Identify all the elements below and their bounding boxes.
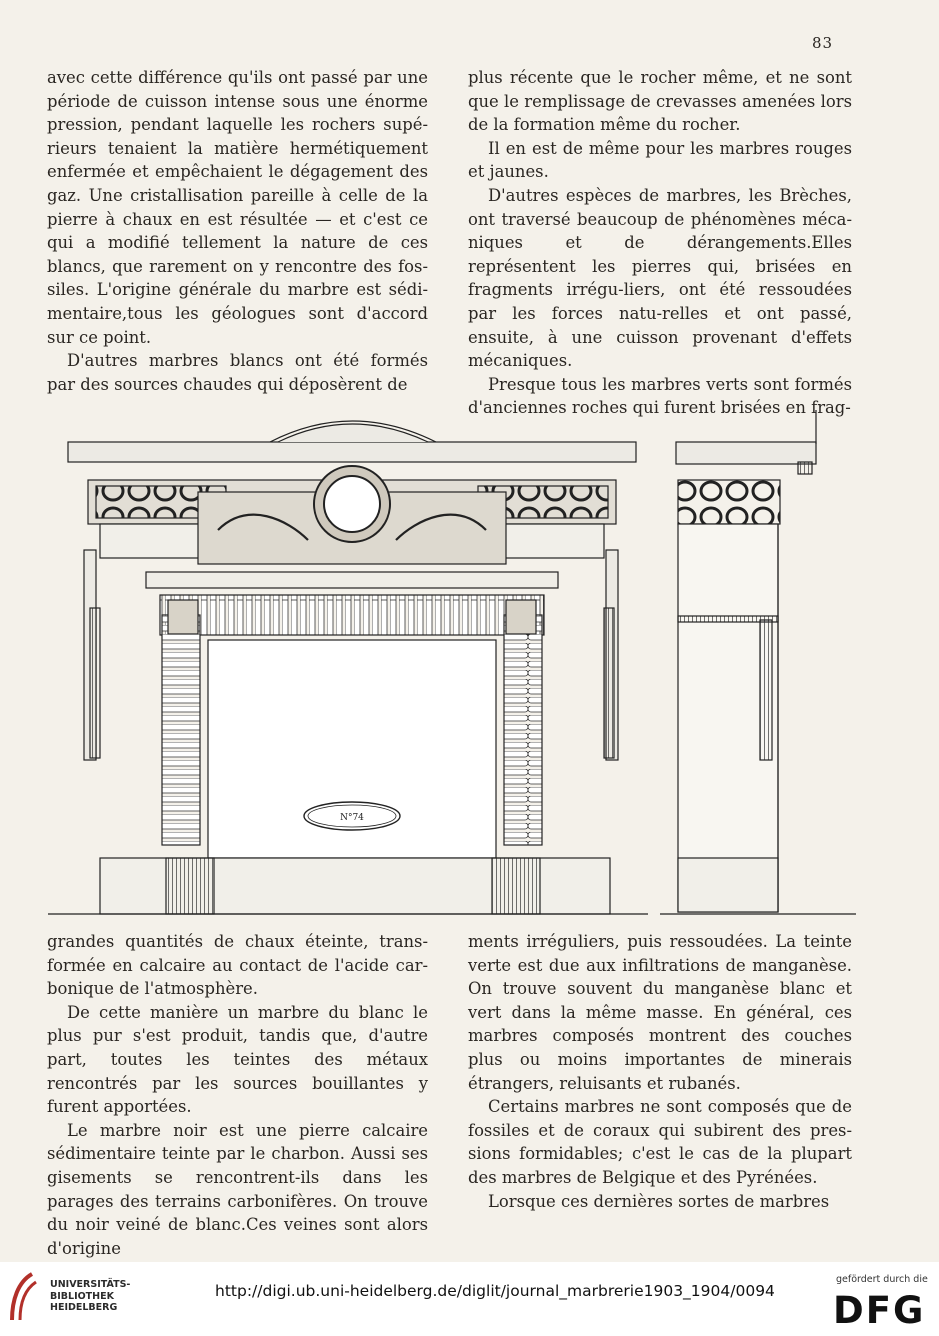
library-logo-icon [8, 1270, 42, 1324]
text-column-right-top [468, 66, 852, 420]
library-line: HEIDELBERG [50, 1302, 118, 1313]
digitization-footer [0, 1262, 939, 1336]
paragraph: D'autres espèces de marbres, les Brèches, ont traversé beaucoup de phénomènes méca-niques et de dérangements.Elles représentent les pierres qui, brisées en fragments irrégu-liers, ont été ressoudées par les forces natu-relles et ont passé, ensuite, à une cuisson provenant d'effets mécaniques. [468, 185, 852, 371]
paragraph: Lorsque ces dernières sortes de marbres [488, 1191, 830, 1211]
paragraph: Il en est de même pour les marbres rouges et jaunes. [468, 138, 852, 182]
paragraph: plus récente que le rocher même, et ne sont que le remplissage de crevasses amenées lors de la formation même du rocher. [468, 68, 852, 135]
fireplace-illustration [48, 400, 856, 920]
text-column-left-top [47, 66, 428, 396]
page-number: 83 [812, 34, 834, 52]
side-elevation [660, 410, 856, 914]
front-elevation [48, 421, 648, 914]
paragraph: grandes quantités de chaux éteinte, trans-formée en calcaire au contact de l'acide car-bonique de l'atmosphère. [47, 932, 428, 999]
text-column-left-bottom [47, 930, 428, 1260]
paragraph: avec cette différence qu'ils ont passé par une période de cuisson intense sous une énorme pression, pendant laquelle les rochers supé-rieurs tenaient la matière hermétiquement enfermée et empêchaient le dégagement des gaz. Une cristallisation pareille à celle de la pierre à chaux en est résultée — et c'est ce qui a modifié tellement la nature de ces blancs, que rarement on y rencontre des fos-siles. L'origine générale du marbre est sédi-mentaire,tous les géologues sont d'accord sur ce point. [47, 68, 428, 347]
paragraph: Presque tous les marbres verts sont formés d'anciennes roches qui furent brisées en frag- [468, 374, 852, 418]
paragraph: D'autres marbres blancs ont été formés par des sources chaudes qui déposèrent de [47, 351, 428, 394]
paragraph: ments irréguliers, puis ressoudées. La teinte verte est due aux infiltrations de manganèse. On trouve souvent du manganèse blanc et vert dans la même masse. En général, ces marbres composés montrent des couches plus ou moins importantes de minerais étrangers, reluisants et rubanés. [468, 932, 852, 1093]
paragraph: De cette manière un marbre du blanc le plus pur s'est produit, tandis que, d'autre part, toutes les teintes des métaux rencontrés par les sources bouillantes y furent apportées. [47, 1002, 428, 1117]
library-line: UNIVERSITÄTS- [50, 1279, 131, 1290]
dfg-logo: DFG [833, 1289, 926, 1332]
source-url-link[interactable]: http://digi.ub.uni-heidelberg.de/diglit/journal_marbrerie1903_1904/0094 [215, 1282, 775, 1300]
plate-label: N°74 [340, 813, 364, 823]
paragraph: Certains marbres ne sont composés que de fossiles et de coraux qui subirent des pres-sions formidables; c'est le cas de la plupart des marbres de Belgique et des Pyrénées. [468, 1097, 852, 1187]
text-column-right-bottom [468, 930, 852, 1213]
funded-by-note: gefördert durch die [836, 1274, 928, 1285]
library-line: BIBLIOTHEK [50, 1290, 114, 1302]
paragraph: Le marbre noir est une pierre calcaire sédimentaire teinte par le charbon. Aussi ses gisements se rencontrent-ils dans les parages des terrains carbonifères. On trouve du noir veiné de blanc.Ces veines sont alors d'origine [47, 1120, 428, 1258]
library-name [50, 1279, 130, 1314]
